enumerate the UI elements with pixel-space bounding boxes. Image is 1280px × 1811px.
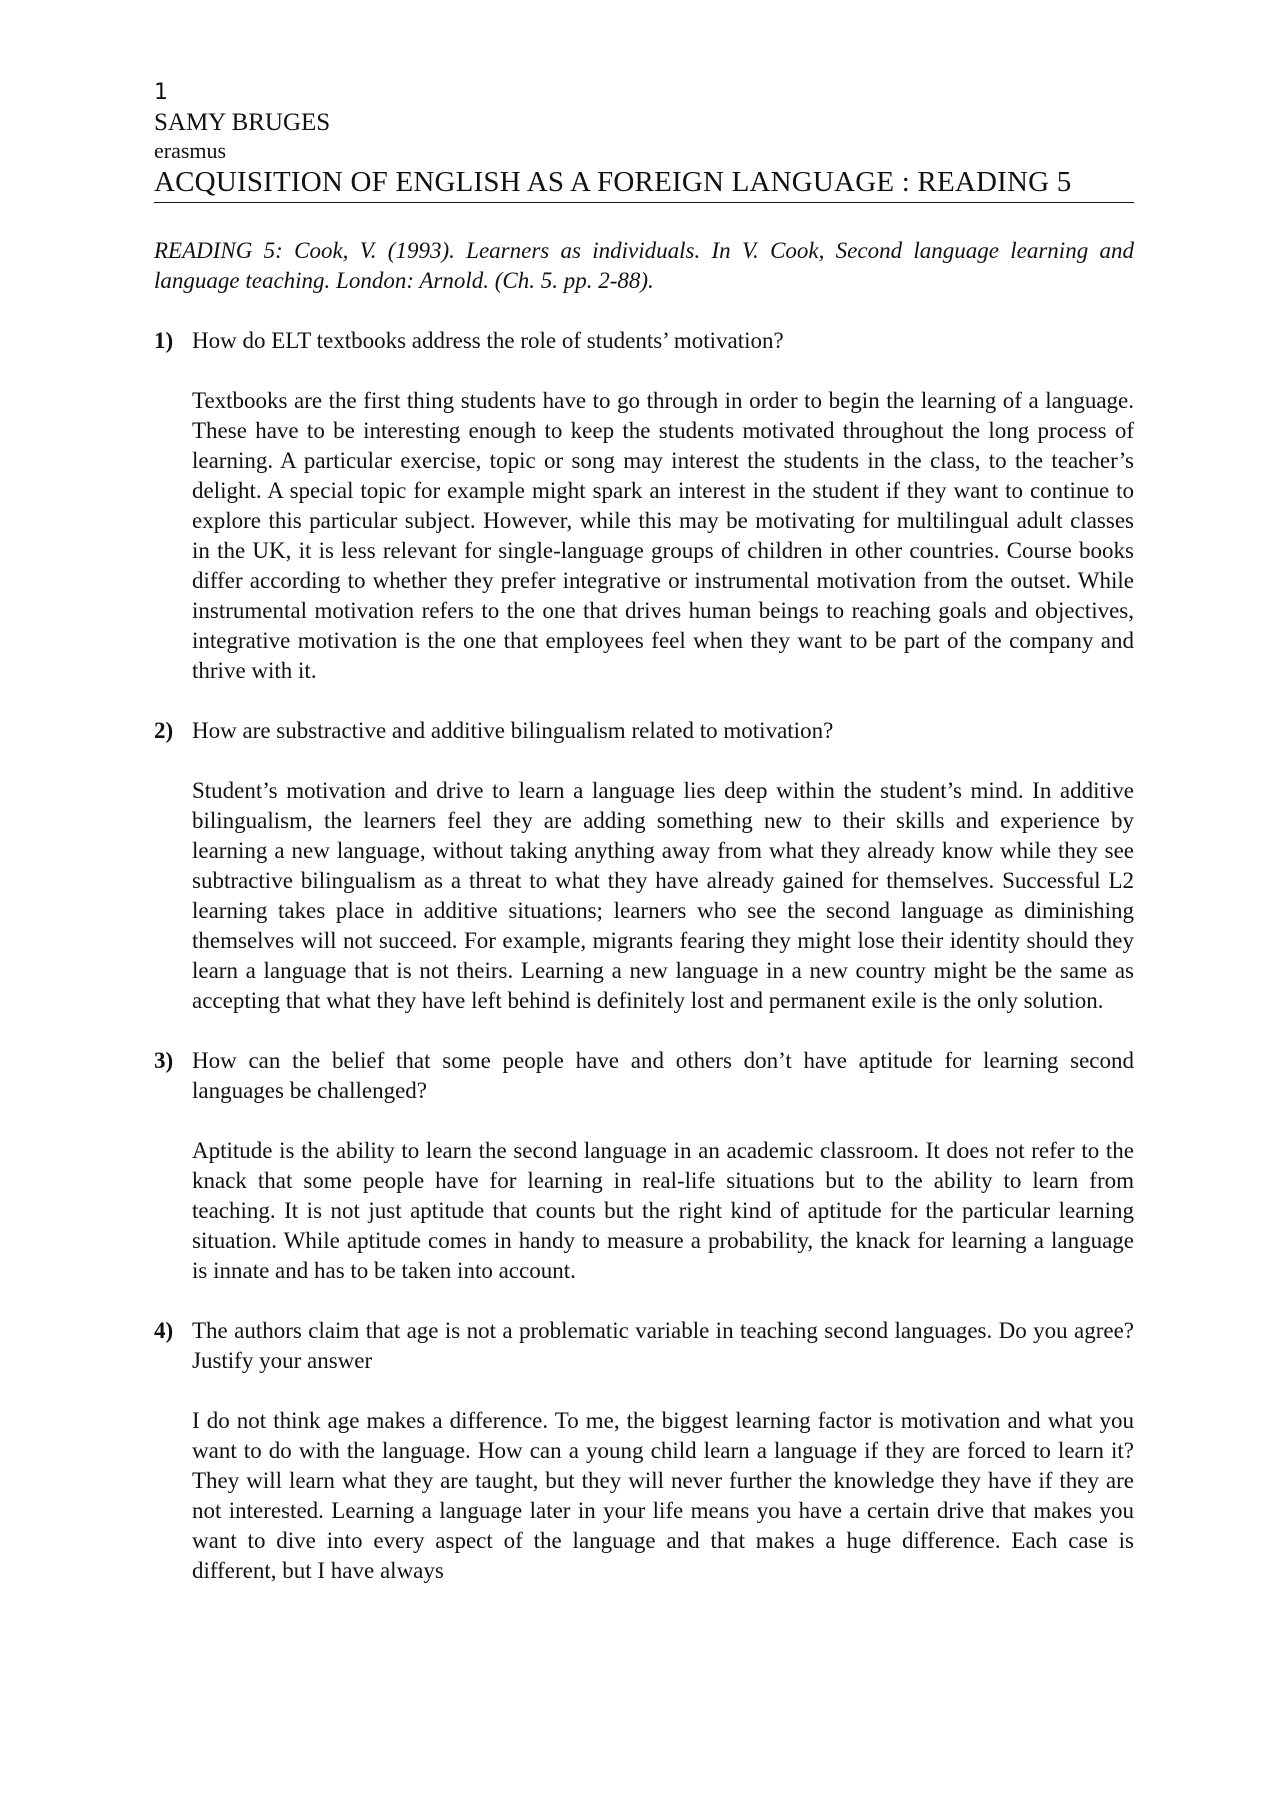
answer-text: Student’s motivation and drive to learn a language lies deep within the student’s mind. In additive bilingualism, the learners feel they are adding something new to their skills and experience by learning a new language, without taking anything away from what they already know while they see subtractive bilingualism as a threat to what they have already gained for themselves. Successful L2 learning takes place in additive situations; learners who see the second language as diminishing themselves will not succeed. For example, migrants fearing they might lose their identity should they learn a language that is not theirs. Learning a new language in a new country might be the same as accepting that what they have left behind is definitely lost and permanent exile is the only solution. — [192, 778, 1134, 1013]
question-text: How can the belief that some people have and others don’t have aptitude for learning second languages be challenged? — [192, 1048, 1134, 1103]
question-block-4 — [154, 1316, 1134, 1586]
reading-citation: READING 5: Cook, V. (1993). Learners as individuals. In V. Cook, Second language learning and language teaching. London: Arnold. (Ch. 5. pp. 2-88). — [154, 238, 1134, 293]
question-3 — [154, 1046, 1134, 1106]
question-text: How do ELT textbooks address the role of students’ motivation? — [192, 328, 784, 353]
question-number: 2) — [154, 718, 174, 743]
document-body — [154, 236, 1134, 1616]
answer-text: I do not think age makes a difference. To me, the biggest learning factor is motivation and what you want to do with the language. How can a young child learn a language if they are forced to learn it? They will learn what they are taught, but they will never further the knowledge they have if they are not interested. Learning a language later in your life means you have a certain drive that makes you want to dive into every aspect of the language and that makes a huge difference. Each case is different, but I have always — [192, 1408, 1134, 1583]
author-name: SAMY BRUGES — [154, 109, 331, 136]
question-4 — [154, 1316, 1134, 1376]
question-1 — [154, 326, 1134, 356]
question-text: How are substractive and additive bilingualism related to motivation? — [192, 718, 834, 743]
question-block-3 — [154, 1046, 1134, 1286]
document-title: ACQUISITION OF ENGLISH AS A FOREIGN LANGUAGE : READING 5 — [154, 164, 1134, 203]
answer-text: Aptitude is the ability to learn the second language in an academic classroom. It does not refer to the knack that some people have for learning in real-life situations but to the ability to learn from teaching. It is not just aptitude that counts but the right kind of aptitude for the particular learning situation. While aptitude comes in handy to measure a probability, the knack for learning a language is innate and has to be taken into account. — [192, 1138, 1134, 1283]
question-number: 3) — [154, 1048, 174, 1073]
document-header — [154, 78, 1134, 203]
page-number: 1 — [154, 80, 168, 105]
question-2 — [154, 716, 1134, 746]
question-block-1 — [154, 326, 1134, 686]
question-number: 4) — [154, 1318, 174, 1343]
question-text: The authors claim that age is not a problematic variable in teaching second languages. Do you agree? Justify your answer — [192, 1318, 1134, 1373]
question-number: 1) — [154, 328, 174, 353]
answer-text: Textbooks are the first thing students have to go through in order to begin the learning of a language. These have to be interesting enough to keep the students motivated throughout the long process of learning. A particular exercise, topic or song may interest the students in the class, to the teacher’s delight. A special topic for example might spark an interest in the student if they want to continue to explore this particular subject. However, while this may be motivating for multilingual adult classes in the UK, it is less relevant for single-language groups of children in other countries. Course books differ according to whether they prefer integrative or instrumental motivation from the outset. While instrumental motivation refers to the one that drives human beings to reaching goals and objectives, integrative motivation is the one that employees feel when they want to be part of the company and thrive with it. — [192, 388, 1134, 683]
question-block-2 — [154, 716, 1134, 1016]
program-name: erasmus — [154, 138, 227, 163]
